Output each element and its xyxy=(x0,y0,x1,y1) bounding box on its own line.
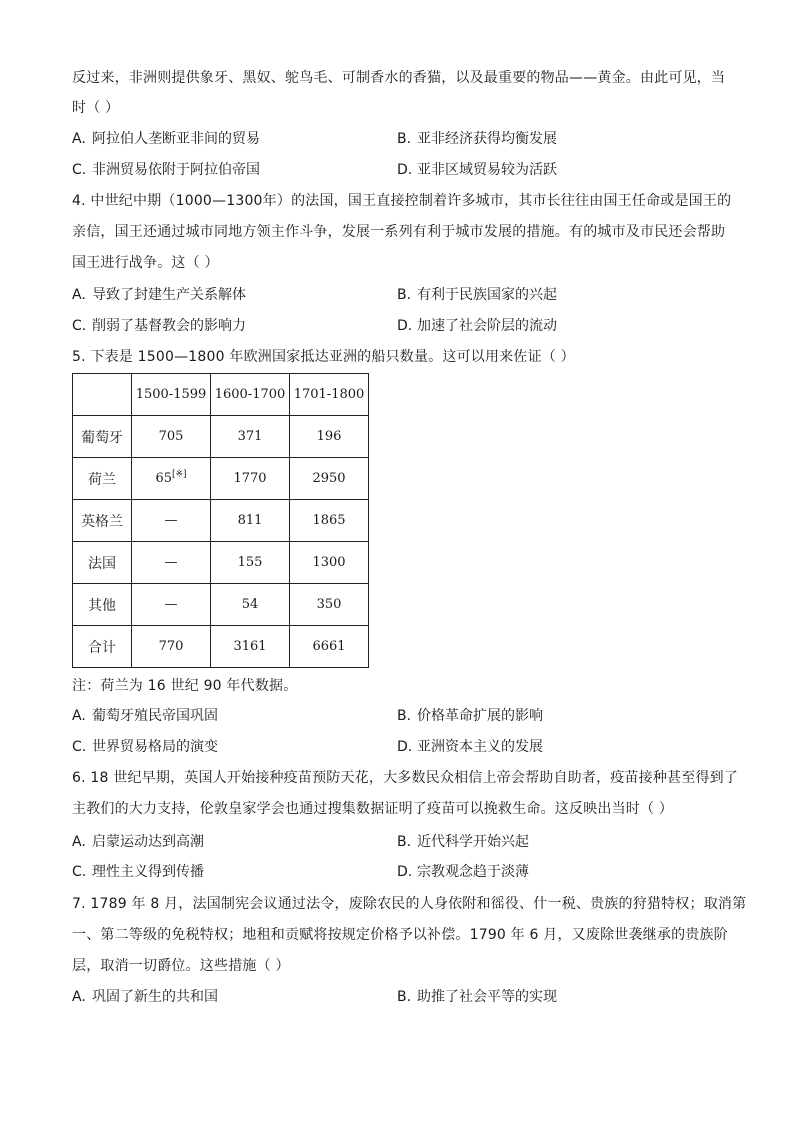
table-cell: 合计 xyxy=(73,626,132,668)
ships-table xyxy=(72,373,369,668)
q7-option-a[interactable]: A. 巩固了新生的共和国 xyxy=(72,989,218,1005)
footnote-mark: [※] xyxy=(171,469,187,480)
q7-option-b[interactable]: B. 助推了社会平等的实现 xyxy=(397,989,557,1005)
table-row xyxy=(73,626,369,668)
table-cell: 2950 xyxy=(290,458,369,500)
q5-option-d[interactable]: D. 亚洲资本主义的发展 xyxy=(397,739,543,755)
table-cell: 155 xyxy=(211,542,290,584)
table-cell: — xyxy=(132,584,211,626)
table-cell: 54 xyxy=(211,584,290,626)
q4-stem-line-3: 国王进行战争。这（ ） xyxy=(72,255,219,271)
q5-option-c[interactable]: C. 世界贸易格局的演变 xyxy=(72,739,218,755)
table-cell: 葡萄牙 xyxy=(73,416,132,458)
q7-stem-line-2: 一、第二等级的免税特权；地租和贡赋将按规定价格予以补偿。1790 年 6 月，又废除世袭继承的贵族阶 xyxy=(72,927,728,943)
q3-option-b[interactable]: B. 亚非经济获得均衡发展 xyxy=(397,131,557,147)
q3-option-c[interactable]: C. 非洲贸易依附于阿拉伯帝国 xyxy=(72,162,260,178)
q6-stem-line-2: 主教们的大力支持，伦敦皇家学会也通过搜集数据证明了疫苗可以挽救生命。这反映出当时（ ） xyxy=(72,801,674,817)
table-row xyxy=(73,458,369,500)
q6-option-a[interactable]: A. 启蒙运动达到高潮 xyxy=(72,834,204,850)
table-cell: 荷兰 xyxy=(73,458,132,500)
table-cell: 705 xyxy=(132,416,211,458)
table-header-cell xyxy=(73,374,132,416)
q3-stem-line-2: 时（ ） xyxy=(72,100,120,116)
q6-option-c[interactable]: C. 理性主义得到传播 xyxy=(72,864,204,880)
table-row xyxy=(73,584,369,626)
q6-stem-line-1: 6. 18 世纪早期，英国人开始接种疫苗预防天花，大多数民众相信上帝会帮助自助者，疫苗接种甚至得到了 xyxy=(72,770,739,786)
table-row xyxy=(73,500,369,542)
table-cell: 1300 xyxy=(290,542,369,584)
table-cell: 其他 xyxy=(73,584,132,626)
table-cell: 350 xyxy=(290,584,369,626)
table-cell: 770 xyxy=(132,626,211,668)
q3-stem-line-1: 反过来，非洲则提供象牙、黑奴、鸵鸟毛、可制香水的香猫，以及最重要的物品——黄金。由此可见，当 xyxy=(72,70,726,86)
q4-option-c[interactable]: C. 削弱了基督教会的影响力 xyxy=(72,318,246,334)
q5-table-note: 注：荷兰为 16 世纪 90 年代数据。 xyxy=(72,678,298,694)
q5-option-a[interactable]: A. 葡萄牙殖民帝国巩固 xyxy=(72,708,218,724)
table-header-row xyxy=(73,374,369,416)
table-cell: 3161 xyxy=(211,626,290,668)
table-row xyxy=(73,416,369,458)
q5-stem-line-1: 5. 下表是 1500—1800 年欧洲国家抵达亚洲的船只数量。这可以用来佐证（ ） xyxy=(72,349,575,365)
q6-option-d[interactable]: D. 宗教观念趋于淡薄 xyxy=(397,864,529,880)
table-header-cell: 1600-1700 xyxy=(211,374,290,416)
q5-option-b[interactable]: B. 价格革命扩展的影响 xyxy=(397,708,543,724)
table-header-cell: 1701-1800 xyxy=(290,374,369,416)
table-cell: 6661 xyxy=(290,626,369,668)
q4-stem-line-2: 亲信，国王还通过城市同地方领主作斗争，发展一系列有利于城市发展的措施。有的城市及市民还会帮助 xyxy=(72,224,726,240)
q3-option-d[interactable]: D. 亚非区域贸易较为活跃 xyxy=(397,162,557,178)
table-cell: 196 xyxy=(290,416,369,458)
table-cell: — xyxy=(132,542,211,584)
q4-option-b[interactable]: B. 有利于民族国家的兴起 xyxy=(397,287,557,303)
q4-stem-line-1: 4. 中世纪中期（1000—1300年）的法国，国王直接控制着许多城市，其市长往往由国王任命或是国王的 xyxy=(72,193,732,209)
q7-stem-line-3: 层，取消一切爵位。这些措施（ ） xyxy=(72,958,290,974)
q3-option-a[interactable]: A. 阿拉伯人垄断亚非间的贸易 xyxy=(72,131,260,147)
q7-stem-line-1: 7. 1789 年 8 月，法国制宪会议通过法令，废除农民的人身依附和徭役、什一税、贵族的狩猎特权；取消第 xyxy=(72,896,747,912)
q4-option-a[interactable]: A. 导致了封建生产关系解体 xyxy=(72,287,246,303)
table-cell: 371 xyxy=(211,416,290,458)
table-cell: — xyxy=(132,500,211,542)
table-cell: 1770 xyxy=(211,458,290,500)
table-row xyxy=(73,542,369,584)
table-cell: 法国 xyxy=(73,542,132,584)
table-cell: 811 xyxy=(211,500,290,542)
q6-option-b[interactable]: B. 近代科学开始兴起 xyxy=(397,834,529,850)
table-header-cell: 1500-1599 xyxy=(132,374,211,416)
table-cell: 英格兰 xyxy=(73,500,132,542)
table-cell: 1865 xyxy=(290,500,369,542)
q4-option-d[interactable]: D. 加速了社会阶层的流动 xyxy=(397,318,557,334)
table-cell-dutch-1500: 65[※] xyxy=(132,458,211,500)
